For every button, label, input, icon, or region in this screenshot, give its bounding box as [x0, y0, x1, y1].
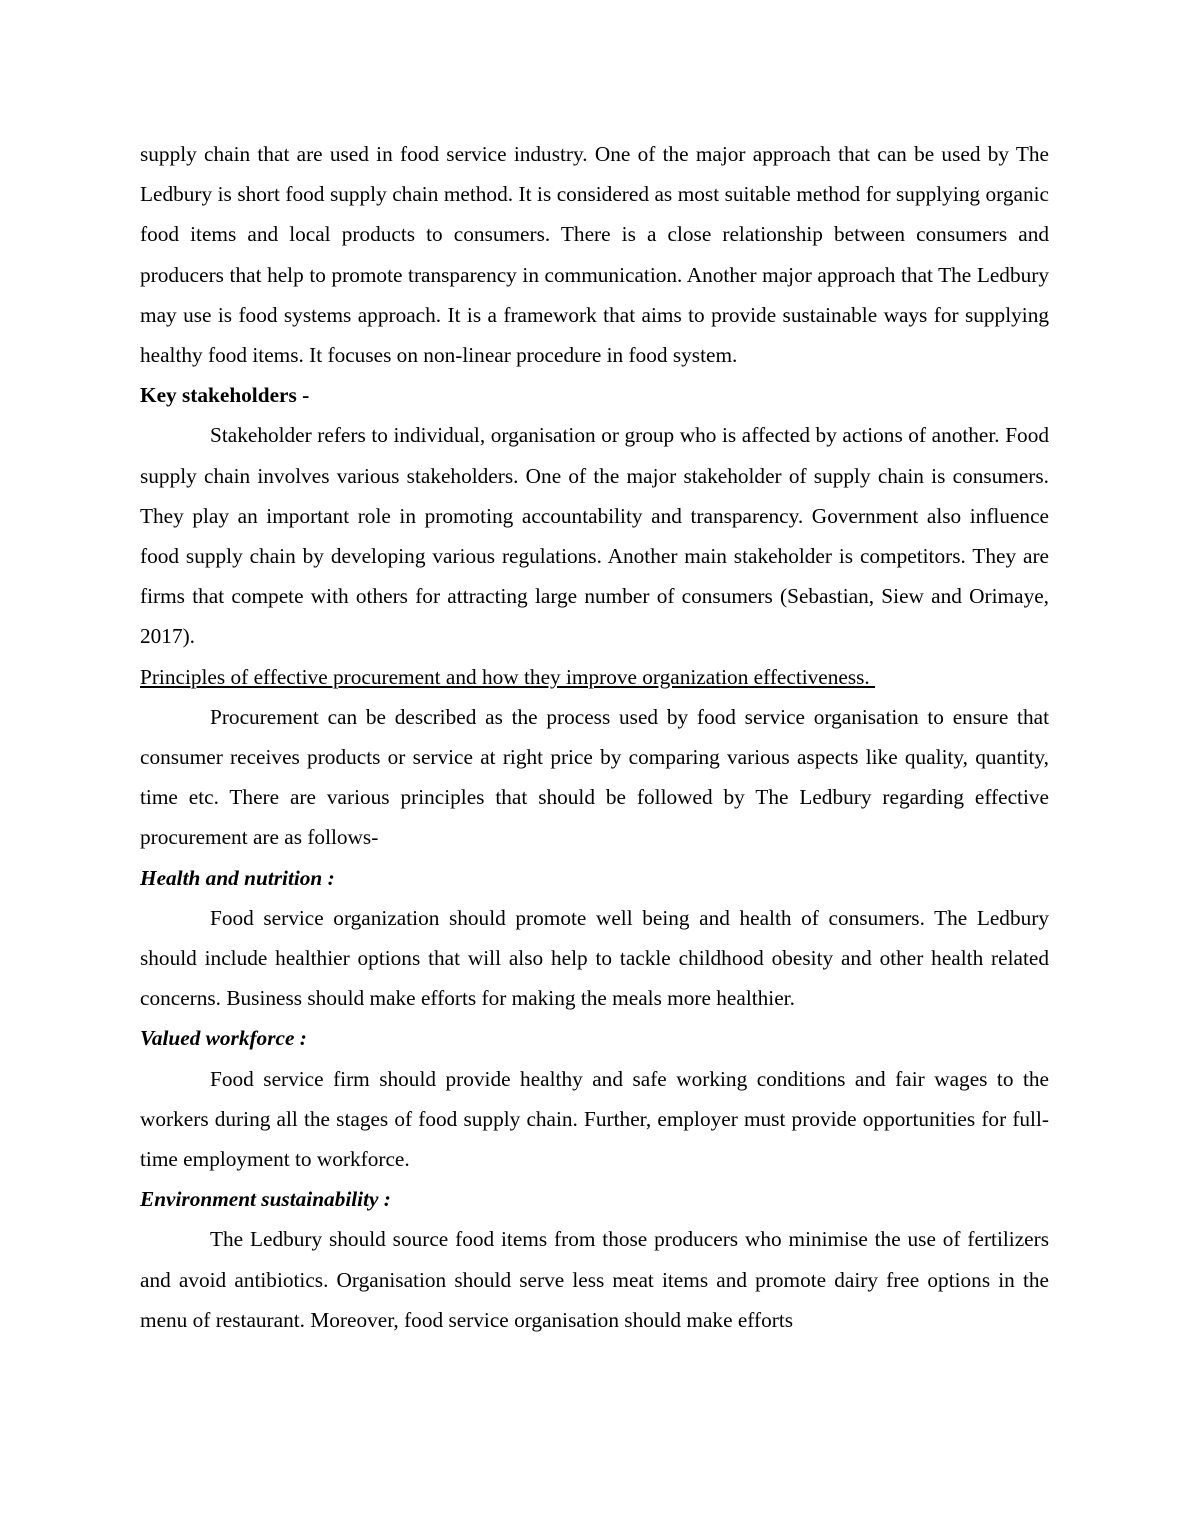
- paragraph-procurement: Procurement can be described as the process used by food service organisation to ensure that consumer receives products or service at right price by comparing various aspects like quality, quantity, time etc. There are various principles that should be followed by The Ledbury regarding effective procurement are as follows-: [140, 704, 1049, 850]
- paragraph-stakeholders: Stakeholder refers to individual, organisation or group who is affected by actions of another. Food supply chain involves various stakeholders. One of the major stakeholder of supply chain is consumers. They play an important role in promoting accountability and transparency. Government also influence food supply chain by developing various regulations. Another main stakeholder is competitors. They are firms that compete with others for attracting large number of consumers (Sebastian, Siew and Orimaye, 2017).: [140, 423, 1049, 649]
- paragraph-valued-workforce: Food service firm should provide healthy and safe working conditions and fair wages to the workers during all the stages of food supply chain. Further, employer must provide opportunities for full-time employment to workforce.: [140, 1066, 1049, 1172]
- heading-key-stakeholders: Key stakeholders -: [140, 383, 310, 408]
- paragraph-environment-sustainability: The Ledbury should source food items from those producers who minimise the use of fertilizers and avoid antibiotics. Organisation should serve less meat items and promote dairy free options in the menu of restaurant. Moreover, food service organisation should make efforts: [140, 1227, 1049, 1332]
- heading-health-nutrition: Health and nutrition :: [140, 865, 335, 890]
- paragraph-supply-chain-approaches: supply chain that are used in food service industry. One of the major approach that can be used by The Ledbury is short food supply chain method. It is considered as most suitable method for supplying organic food items and local products to consumers. There is a close relationship between consumers and producers that help to promote transparency in communication. Another major approach that The Ledbury may use is food systems approach. It is a framework that aims to provide sustainable ways for supplying healthy food items. It focuses on non-linear procedure in food system.: [140, 142, 1049, 368]
- heading-valued-workforce: Valued workforce :: [140, 1026, 307, 1051]
- document-page: [140, 134, 1049, 1340]
- heading-environment-sustainability: Environment sustainability :: [140, 1187, 391, 1212]
- heading-principles-procurement: Principles of effective procurement and how they improve organization effectiveness.: [140, 664, 876, 689]
- paragraph-health-nutrition: Food service organization should promote well being and health of consumers. The Ledbury should include healthier options that will also help to tackle childhood obesity and other health related concerns. Business should make efforts for making the meals more healthier.: [140, 905, 1049, 1011]
